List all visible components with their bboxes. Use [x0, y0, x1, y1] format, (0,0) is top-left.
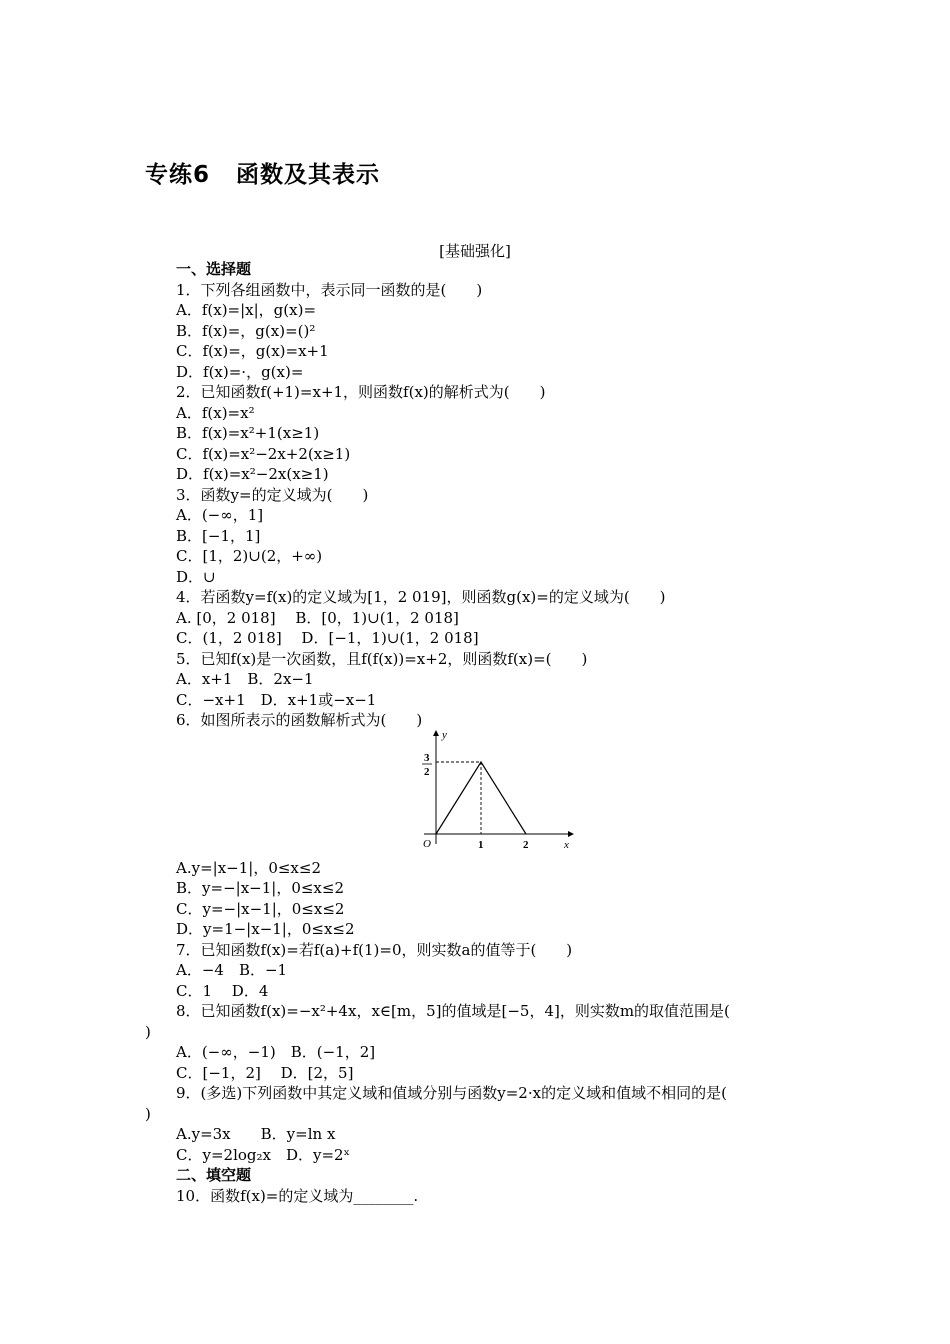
question-line: C．f(x)=x²−2x+2(x≥1) [176, 444, 351, 463]
question-line: A．(−∞，1] [176, 506, 264, 524]
function-graph-figure [410, 727, 575, 852]
question-line: A．x+1 B．2x−1 [176, 670, 314, 688]
question-line: 5．已知f(x)是一次函数，且f(f(x))=x+2，则函数f(x)=( ) [176, 649, 588, 668]
question-line: ) [145, 1104, 151, 1123]
question-line: A．f(x)=x² [176, 403, 255, 422]
x-tick-label: 2 [523, 839, 529, 851]
page-title [145, 156, 380, 189]
question-line: 8．已知函数f(x)=−x²+4x，x∈[m，5]的值域是[−5，4]，则实数m的取值范围是( [176, 1002, 730, 1020]
question-line: A.y=3x B．y=ln x [176, 1125, 336, 1143]
x-tick-label: 1 [478, 839, 484, 851]
question-line: 2．已知函数f(+1)=x+1，则函数f(x)的解析式为( ) [176, 383, 546, 401]
question-line: A．(−∞，−1) B．(−1，2] [176, 1043, 376, 1061]
question-line: C．y=2log₂x D．y=2ˣ [176, 1145, 350, 1164]
section-heading: 二、填空题 [176, 1166, 252, 1184]
question-line: B．[−1，1] [176, 526, 261, 545]
function-graph-svg [410, 727, 575, 852]
question-line: 7．已知函数f(x)=若f(a)+f(1)=0，则实数a的值等于( ) [176, 940, 573, 959]
y-tick-numerator: 3 [424, 752, 430, 764]
y-axis-label: y [442, 729, 447, 741]
y-tick-denominator: 2 [424, 766, 430, 778]
question-line: A.y=|x−1|，0≤x≤2 [176, 858, 322, 877]
question-line: 1．下列各组函数中，表示同一函数的是( ) [176, 280, 483, 299]
section-subheading: [基础强化] [439, 242, 511, 260]
question-line: A．f(x)=|x|，g(x)= [176, 301, 317, 319]
question-line: A．−4 B．−1 [176, 961, 288, 979]
title-topic: 函数及其表示 [236, 162, 381, 188]
question-line: 6．如图所表示的函数解析式为( ) [176, 711, 423, 729]
question-line: ) [145, 1022, 151, 1041]
question-line: D．f(x)=·，g(x)= [176, 362, 304, 381]
x-axis-label: x [564, 839, 569, 851]
question-line: 3．函数y=的定义域为( ) [176, 485, 369, 504]
question-line: 4．若函数y=f(x)的定义域为[1，2 019]，则函数g(x)=的定义域为( ) [176, 588, 666, 606]
question-line: 9．(多选)下列函数中其定义域和值域分别与函数y=2·x的定义域和值域不相同的是( [176, 1084, 727, 1102]
question-line: B．y=−|x−1|，0≤x≤2 [176, 879, 344, 897]
question-line: C．(1，2 018] D．[−1，1)∪(1，2 018] [176, 629, 479, 647]
question-line: C．1 D．4 [176, 981, 269, 1000]
question-line: B．f(x)=x²+1(x≥1) [176, 424, 320, 442]
question-line: A. [0，2 018] B．[0，1)∪(1，2 018] [176, 608, 459, 627]
question-line: D．f(x)=x²−2x(x≥1) [176, 465, 329, 483]
section-heading: 一、选择题 [176, 260, 252, 278]
question-line: C．y=−|x−1|，0≤x≤2 [176, 899, 345, 918]
x-axis-arrow [568, 831, 574, 837]
origin-label: O [423, 838, 431, 850]
question-line: C．f(x)=，g(x)=x+1 [176, 342, 329, 360]
question-line: C．[1，2)∪(2，+∞) [176, 547, 323, 565]
question-line: 10．函数f(x)=的定义域为________. [176, 1186, 419, 1205]
question-line: D．∪ [176, 567, 216, 586]
question-line: C．[−1，2] D．[2，5] [176, 1063, 354, 1082]
y-axis-arrow [433, 730, 439, 736]
question-line: D．y=1−|x−1|，0≤x≤2 [176, 920, 355, 938]
question-line: B．f(x)=，g(x)=()² [176, 321, 316, 340]
question-line: C．−x+1 D．x+1或−x−1 [176, 690, 377, 709]
title-number: 专练6 [145, 162, 211, 188]
